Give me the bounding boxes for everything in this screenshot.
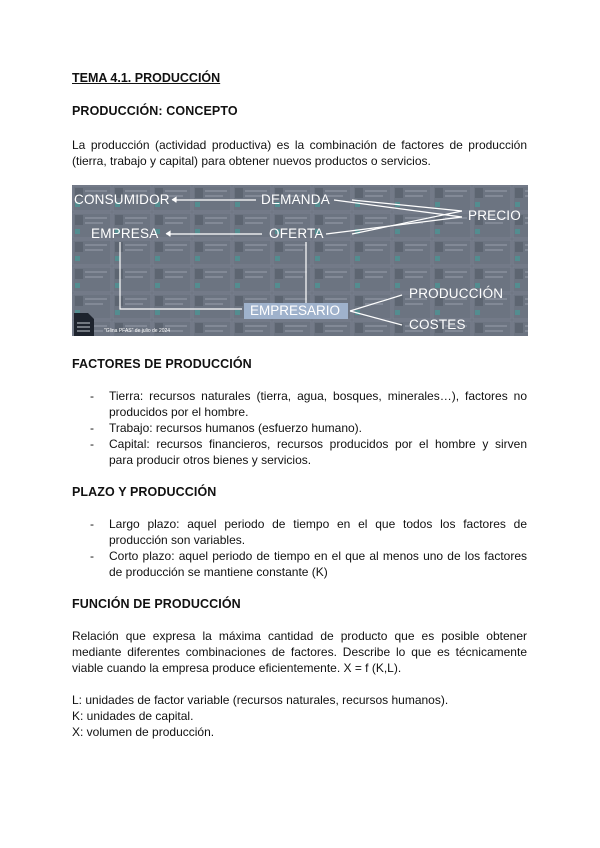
paragraph-line: mediante diferentes combinaciones de factores. Describe lo que es técnicamente [72,645,527,659]
list-factores [72,388,527,468]
label-precio: PRECIO [468,208,521,223]
list-item [72,516,527,548]
section-heading-plazo: PLAZO Y PRODUCCIÓN [72,485,217,499]
document-title: TEMA 4.1. PRODUCCIÓN [72,71,221,85]
paragraph-line: Relación que expresa la máxima cantidad de producto que es posible obtener [72,629,527,643]
market-diagram [72,185,528,336]
list-item-line: producidos por el hombre. [109,405,249,419]
section-heading-funcion: FUNCIÓN DE PRODUCCIÓN [72,597,241,611]
label-produccion: PRODUCCIÓN [409,286,504,301]
paragraph-line: viable cuando la empresa produce eficientemente. X = f (K,L). [72,661,402,675]
list-item-line: Largo plazo: aquel periodo de tiempo en el que todos los factores de [109,517,527,531]
list-dash: - [90,389,94,403]
label-demanda: DEMANDA [261,192,330,207]
list-item-line: Tierra: recursos naturales (tierra, agua, bosques, minerales…), factores no [109,389,527,403]
section-heading-factores: FACTORES DE PRODUCCIÓN [72,357,252,371]
definition-l: L: unidades de factor variable (recursos naturales, recursos humanos). [72,693,449,707]
list-dash: - [90,421,94,435]
list-dash: - [90,437,94,451]
paragraph-line: La producción (actividad productiva) es la combinación de factores de producción [72,138,527,152]
list-dash: - [90,517,94,531]
list-item [72,548,527,580]
label-empresa: EMPRESA [91,226,159,241]
list-dash: - [90,549,94,563]
list-item [72,420,527,436]
document-icon [74,313,94,336]
paragraph-concepto [72,137,527,169]
label-costes: COSTES [409,317,466,332]
watermark-caption: "Glina PFAS" de julio de 2024 [104,328,171,334]
list-item [72,436,527,468]
section-heading-concepto: PRODUCCIÓN: CONCEPTO [72,104,238,118]
list-item-line: producción son variables. [109,533,246,547]
list-item-line: Trabajo: recursos humanos (esfuerzo humano). [109,421,363,435]
paragraph-line: (tierra, trabajo y capital) para obtener nuevos productos o servicios. [72,154,431,168]
label-empresario: EMPRESARIO [250,303,341,318]
label-oferta: OFERTA [269,226,324,241]
label-consumidor: CONSUMIDOR [74,192,170,207]
list-item-line: de producción se mantiene constante (K) [109,565,328,579]
list-item-line: Capital: recursos financieros, recursos producidos por el hombre y sirven [109,437,527,451]
definition-x: X: volumen de producción. [72,725,215,739]
list-item-line: Corto plazo: aquel periodo de tiempo en el que al menos uno de los factores [109,549,527,563]
definition-k: K: unidades de capital. [72,709,194,723]
list-plazo [72,516,527,580]
paragraph-funcion [72,628,527,676]
list-item-line: para producir otros bienes y servicios. [109,453,312,467]
list-item [72,388,527,420]
